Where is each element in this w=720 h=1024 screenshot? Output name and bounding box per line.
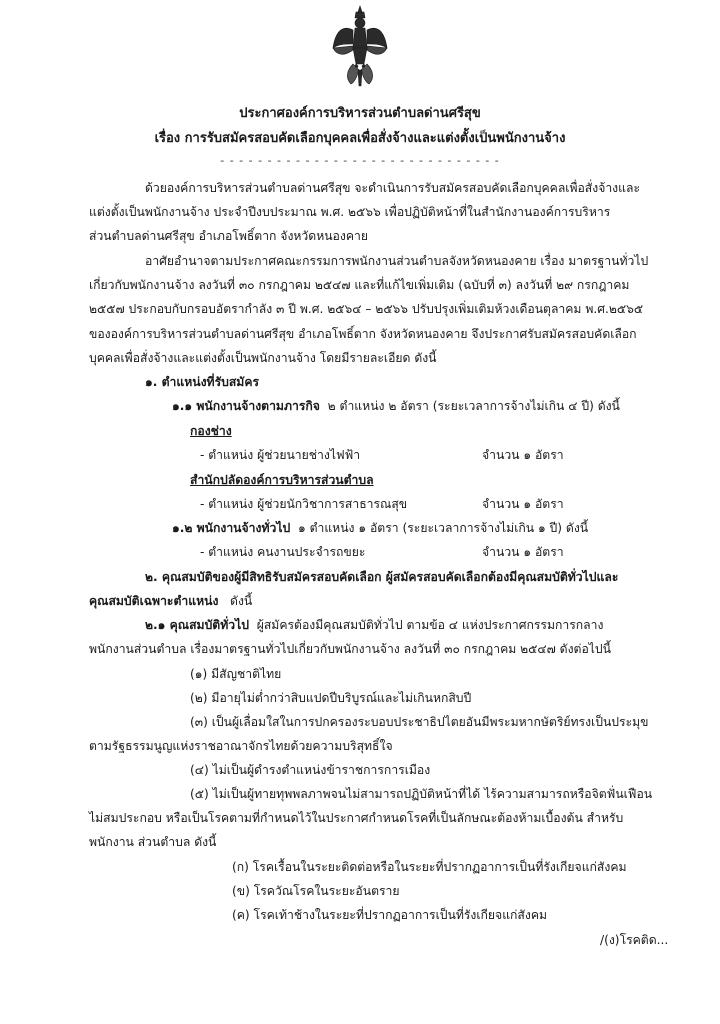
- section-heading: ๒. คุณสมบัติของผู้มีสิทธิรับสมัครสอบคัดเลือก ผู้สมัครสอบคัดเลือกต้องมีคุณสมบัติทั่วไปและ: [145, 570, 619, 584]
- section-heading: ๑. ตำแหน่งที่รับสมัคร: [145, 375, 260, 389]
- paragraph-line: ขององค์การบริหารส่วนตำบลด่านศรีสุข อำเภอโพธิ์ตาก จังหวัดหนองคาย จึงประกาศรับสมัครสอบคัดเลือก: [89, 327, 637, 341]
- continuation-note: /(ง)โรคติด...: [600, 933, 669, 947]
- paragraph-line: เกี่ยวกับพนักงานจ้าง ลงวันที่ ๓๐ กรกฎาคม ๒๕๔๗ และที่แก้ไขเพิ่มเติม (ฉบับที่ ๓) ลงวันที่ ๒๙ กรกฎาคม: [89, 278, 630, 292]
- disease-item: (ก) โรคเรื้อนในระยะติดต่อหรือในระยะที่ปรากฏอาการเป็นที่รังเกียจแก่สังคม: [232, 860, 627, 874]
- section-heading-tail: ดังนี้: [230, 594, 253, 608]
- position-count: จำนวน ๑ อัตรา: [482, 448, 564, 462]
- position-count: จำนวน ๑ อัตรา: [482, 497, 564, 511]
- subsection-text: ผู้สมัครต้องมีคุณสมบัติทั่วไป ตามข้อ ๔ แห่งประกาศกรรมการกลาง: [256, 618, 604, 632]
- subsection-label: ๒.๑ คุณสมบัติทั่วไป: [145, 618, 249, 632]
- subsection-text: ๒ ตำแหน่ง ๒ อัตรา (ระยะเวลาการจ้างไม่เกิน ๔ ปี) ดังนี้: [327, 399, 620, 413]
- position-name: - ตำแหน่ง ผู้ช่วยนักวิชาการสาธารณสุข: [200, 497, 408, 511]
- garuda-emblem-icon: [331, 4, 389, 88]
- qualification-item: (๔) ไม่เป็นผู้ดำรงตำแหน่งข้าราชการการเมือง: [190, 763, 431, 777]
- paragraph-line: ด้วยองค์การบริหารส่วนตำบลด่านศรีสุข จะดำเนินการรับสมัครสอบคัดเลือกบุคคลเพื่อสั่งจ้างและ: [145, 181, 641, 195]
- subsection-label: ๑.๑ พนักงานจ้างตามภารกิจ: [172, 399, 320, 413]
- qualification-item: ตามรัฐธรรมนูญแห่งราชอาณาจักรไทยด้วยความบริสุทธิ์ใจ: [89, 739, 393, 753]
- title-separator: - - - - - - - - - - - - - - - - - - - - - - - - - - - - - -: [220, 154, 500, 167]
- subsection-line: [145, 617, 603, 633]
- section-heading-part: คุณสมบัติเฉพาะตำแหน่ง: [89, 594, 219, 608]
- qualification-item: (๑) มีสัญชาติไทย: [190, 667, 282, 681]
- disease-item: (ข) โรควัณโรคในระยะอันตราย: [232, 884, 400, 898]
- announcement-subject: เรื่อง การรับสมัครสอบคัดเลือกบุคคลเพื่อสั่งจ้างและแต่งตั้งเป็นพนักงานจ้าง: [154, 131, 566, 146]
- paragraph-line: แต่งตั้งเป็นพนักงานจ้าง ประจำปีงบประมาณ พ.ศ. ๒๕๖๖ เพื่อปฏิบัติหน้าที่ในสำนักงานองค์การบริหาร: [89, 205, 611, 219]
- qualification-item: พนักงาน ส่วนตำบล ดังนี้: [89, 835, 217, 849]
- paragraph-line: ๒๕๕๗ ประกอบกับกรอบอัตรากำลัง ๓ ปี พ.ศ. ๒๕๖๔ – ๒๕๖๖ ปรับปรุงเพิ่มเติมห้วงเดือนตุลาคม พ.ศ.๒๕๖๕: [89, 302, 644, 316]
- position-name: - ตำแหน่ง คนงานประจำรถขยะ: [200, 545, 366, 559]
- position-count: จำนวน ๑ อัตรา: [482, 545, 564, 559]
- paragraph-line: บุคคลเพื่อสั่งจ้างและแต่งตั้งเป็นพนักงานจ้าง โดยมีรายละเอียด ดังนี้: [89, 351, 437, 365]
- qualification-item: ไม่สมประกอบ หรือเป็นโรคตามที่กำหนดไว้ในประกาศกำหนดโรคที่เป็นลักษณะต้องห้ามเบื้องต้น สำหรับ: [89, 811, 624, 825]
- position-name: - ตำแหน่ง ผู้ช่วยนายช่างไฟฟ้า: [200, 448, 361, 462]
- subsection-line: [172, 520, 588, 536]
- subsection-text: ๑ ตำแหน่ง ๑ อัตรา (ระยะเวลาการจ้างไม่เกิน ๑ ปี) ดังนี้: [297, 521, 589, 535]
- paragraph-line: อาศัยอำนาจตามประกาศคณะกรรมการพนักงานส่วนตำบลจังหวัดหนองคาย เรื่อง มาตรฐานทั่วไป: [145, 254, 649, 268]
- paragraph-line: ส่วนตำบลด่านศรีสุข อำเภอโพธิ์ตาก จังหวัดหนองคาย: [89, 229, 368, 243]
- division-heading: สำนักปลัดองค์การบริหารส่วนตำบล: [190, 473, 374, 487]
- subsection-line: [172, 398, 620, 414]
- division-heading: กองช่าง: [190, 424, 232, 438]
- qualification-item: (๒) มีอายุไม่ต่ำกว่าสิบแปดปีบริบูรณ์และไม่เกินหกสิบปี: [190, 691, 472, 705]
- disease-item: (ค) โรคเท้าช้างในระยะที่ปรากฏอาการเป็นที่รังเกียจแก่สังคม: [232, 908, 548, 922]
- announcement-title: ประกาศองค์การบริหารส่วนตำบลด่านศรีสุข: [239, 106, 481, 121]
- paragraph-line: พนักงานส่วนตำบล เรื่องมาตรฐานทั่วไปเกี่ยวกับพนักงานจ้าง ลงวันที่ ๓๐ กรกฎาคม ๒๕๔๗ ดังต่อไปนี้: [89, 642, 611, 656]
- qualification-item: (๕) ไม่เป็นผู้ทายทุพพลภาพจนไม่สามารถปฏิบัติหน้าที่ได้ ไร้ความสามารถหรือจิตฟั่นเฟือน: [190, 787, 653, 801]
- qualification-item: (๓) เป็นผู้เลื่อมใสในการปกครองระบอบประชาธิปไตยอันมีพระมหากษัตริย์ทรงเป็นประมุข: [190, 715, 649, 729]
- subsection-label: ๑.๒ พนักงานจ้างทั่วไป: [172, 521, 291, 535]
- section-heading-line: [89, 593, 252, 609]
